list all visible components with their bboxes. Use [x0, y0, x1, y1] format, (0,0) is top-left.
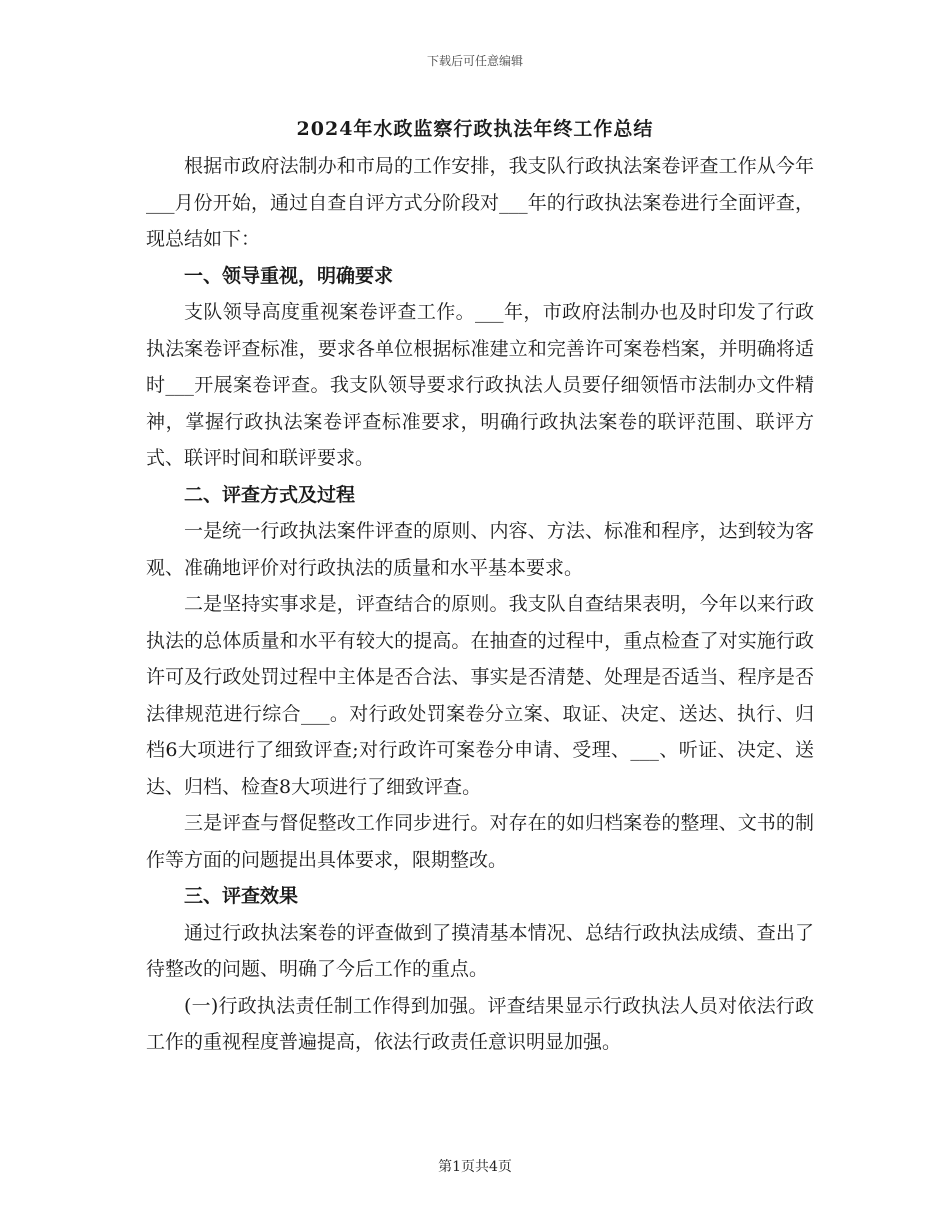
section-heading-3: 三、评查效果 — [184, 885, 299, 907]
body-paragraph: 二是坚持实事求是，评查结合的原则。我支队自查结果表明，今年以来行政执法的总体质量和水平有较大的提高。在抽查的过程中，重点检查了对实施行政许可及行政处罚过程中主体是否合法、事实是否清楚、处理是否适当、程序是否法律规范进行综合___。对行政处罚案卷分立案、取证、决定、送达、执行、归档6大项进行了细致评查;对行政许可案卷分申请、受理、___、听证、决定、送达、归档、检查8大项进行了细致评查。 — [146, 593, 814, 798]
body-paragraph: 支队领导高度重视案卷评查工作。___年，市政府法制办也及时印发了行政执法案卷评查标准，要求各单位根据标准建立和完善许可案卷档案，并明确将适时___开展案卷评查。我支队领导要求行政执法人员要仔细领悟市法制办文件精神，掌握行政执法案卷评查标准要求，明确行政执法案卷的联评范围、联评方式、联评时间和联评要求。 — [146, 301, 814, 469]
body-paragraph: 一是统一行政执法案件评查的原则、内容、方法、标准和程序，达到较为客观、准确地评价对行政执法的质量和水平基本要求。 — [146, 520, 814, 579]
section-heading-2: 二、评查方式及过程 — [184, 483, 356, 506]
page-header-note: 下载后可任意编辑 — [426, 54, 523, 68]
page-number-footer: 第1页共4页 — [438, 1159, 512, 1175]
body-paragraph: (一)行政执法责任制工作得到加强。评查结果显示行政执法人员对依法行政工作的重视程度普遍提高，依法行政责任意识明显加强。 — [146, 994, 814, 1053]
document-title: 2024年水政监察行政执法年终工作总结 — [296, 118, 654, 140]
section-heading-1: 一、领导重视，明确要求 — [184, 264, 394, 287]
body-paragraph: 三是评查与督促整改工作同步进行。对存在的如归档案卷的整理、文书的制作等方面的问题提出具体要求，限期整改。 — [146, 812, 814, 871]
document-body — [146, 148, 814, 1061]
body-paragraph: 通过行政执法案卷的评查做到了摸清基本情况、总结行政执法成绩、查出了待整改的问题、明确了今后工作的重点。 — [146, 921, 814, 980]
intro-paragraph: 根据市政府法制办和市局的工作安排，我支队行政执法案卷评查工作从今年___月份开始，通过自查自评方式分阶段对___年的行政执法案卷进行全面评查，现总结如下： — [146, 155, 814, 250]
